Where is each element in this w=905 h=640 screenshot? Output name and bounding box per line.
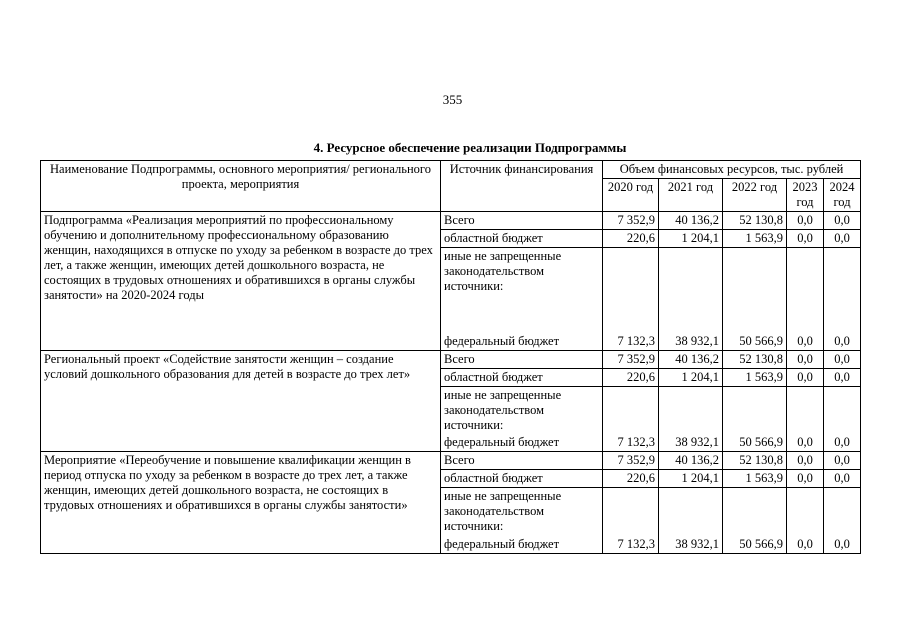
empty-cell (787, 386, 824, 434)
empty-cell (824, 248, 861, 333)
value-cell: 52 130,8 (723, 212, 787, 230)
value-cell: 0,0 (824, 230, 861, 248)
value-cell: 220,6 (603, 230, 659, 248)
empty-cell (787, 248, 824, 333)
empty-cell (659, 386, 723, 434)
table-row-total (41, 452, 861, 470)
header-name-col: Наименование Подпрограммы, основного мероприятия/ регионального проекта, мероприятия (41, 161, 441, 212)
value-cell: 40 136,2 (659, 212, 723, 230)
empty-cell (603, 386, 659, 434)
value-cell: 0,0 (787, 368, 824, 386)
empty-cell (723, 386, 787, 434)
value-cell: 50 566,9 (723, 434, 787, 452)
value-cell: 38 932,1 (659, 536, 723, 554)
value-cell: 0,0 (787, 536, 824, 554)
empty-cell (659, 488, 723, 536)
header-year: 2024 год (824, 179, 861, 212)
value-cell: 50 566,9 (723, 536, 787, 554)
funding-source: областной бюджет (441, 368, 603, 386)
funding-source: иные не запрещенные законодательством источники: (441, 248, 603, 333)
value-cell: 7 132,3 (603, 333, 659, 351)
value-cell: 0,0 (824, 350, 861, 368)
empty-cell (603, 488, 659, 536)
table-row-total (41, 350, 861, 368)
funding-source: областной бюджет (441, 230, 603, 248)
value-cell: 40 136,2 (659, 452, 723, 470)
value-cell: 52 130,8 (723, 350, 787, 368)
value-cell: 220,6 (603, 470, 659, 488)
header-year: 2022 год (723, 179, 787, 212)
header-row (41, 161, 861, 179)
value-cell: 38 932,1 (659, 333, 723, 351)
value-cell: 0,0 (824, 434, 861, 452)
empty-cell (723, 488, 787, 536)
value-cell: 0,0 (787, 350, 824, 368)
funding-source: федеральный бюджет (441, 333, 603, 351)
resource-table (40, 160, 861, 554)
measure-name: Подпрограмма «Реализация мероприятий по профессиональному обучению и дополнительному профессиональному образованию женщин, находящихся в отпуске по уходу за ребенком в возрасте до трех лет, а также женщин, имеющих детей дошкольного возраста, не состоящих в трудовых отношениях и обратившихся в органы службы занятости» на 2020-2024 годы (41, 212, 441, 351)
value-cell: 52 130,8 (723, 452, 787, 470)
empty-cell (787, 488, 824, 536)
value-cell: 0,0 (824, 470, 861, 488)
value-cell: 1 563,9 (723, 470, 787, 488)
funding-source: федеральный бюджет (441, 434, 603, 452)
value-cell: 0,0 (787, 434, 824, 452)
empty-cell (603, 248, 659, 333)
value-cell: 1 563,9 (723, 368, 787, 386)
value-cell: 0,0 (824, 536, 861, 554)
value-cell: 0,0 (824, 212, 861, 230)
header-year: 2021 год (659, 179, 723, 212)
measure-name: Мероприятие «Переобучение и повышение квалификации женщин в период отпуска по уходу за ребенком в возрасте до трех лет, а также женщин, имеющих детей дошкольного возраста, не состоящих в трудовых отношениях и обратившихся в органы службы занятости» (41, 452, 441, 554)
funding-source: Всего (441, 212, 603, 230)
value-cell: 1 204,1 (659, 230, 723, 248)
value-cell: 1 563,9 (723, 230, 787, 248)
funding-source: федеральный бюджет (441, 536, 603, 554)
empty-cell (659, 248, 723, 333)
funding-source: иные не запрещенные законодательством источники: (441, 386, 603, 434)
header-volume-col: Объем финансовых ресурсов, тыс. рублей (603, 161, 861, 179)
value-cell: 0,0 (787, 230, 824, 248)
value-cell: 50 566,9 (723, 333, 787, 351)
value-cell: 40 136,2 (659, 350, 723, 368)
header-year: 2020 год (603, 179, 659, 212)
value-cell: 7 132,3 (603, 434, 659, 452)
value-cell: 7 132,3 (603, 536, 659, 554)
value-cell: 38 932,1 (659, 434, 723, 452)
value-cell: 1 204,1 (659, 470, 723, 488)
value-cell: 220,6 (603, 368, 659, 386)
value-cell: 0,0 (787, 452, 824, 470)
table-title: 4. Ресурсное обеспечение реализации Подпрограммы (313, 140, 627, 155)
empty-cell (723, 248, 787, 333)
value-cell: 0,0 (824, 333, 861, 351)
empty-cell (824, 386, 861, 434)
funding-source: Всего (441, 350, 603, 368)
header-year: 2023 год (787, 179, 824, 212)
value-cell: 1 204,1 (659, 368, 723, 386)
value-cell: 0,0 (824, 368, 861, 386)
value-cell: 7 352,9 (603, 212, 659, 230)
value-cell: 7 352,9 (603, 452, 659, 470)
funding-source: Всего (441, 452, 603, 470)
header-source-col: Источник финансирования (441, 161, 603, 212)
value-cell: 0,0 (824, 452, 861, 470)
measure-name: Региональный проект «Содействие занятости женщин – создание условий дошкольного образования для детей в возрасте до трех лет» (41, 350, 441, 452)
empty-cell (824, 488, 861, 536)
page-number: 355 (442, 92, 463, 107)
table-row-total (41, 212, 861, 230)
funding-source: областной бюджет (441, 470, 603, 488)
value-cell: 0,0 (787, 333, 824, 351)
value-cell: 7 352,9 (603, 350, 659, 368)
value-cell: 0,0 (787, 470, 824, 488)
funding-source: иные не запрещенные законодательством источники: (441, 488, 603, 536)
value-cell: 0,0 (787, 212, 824, 230)
